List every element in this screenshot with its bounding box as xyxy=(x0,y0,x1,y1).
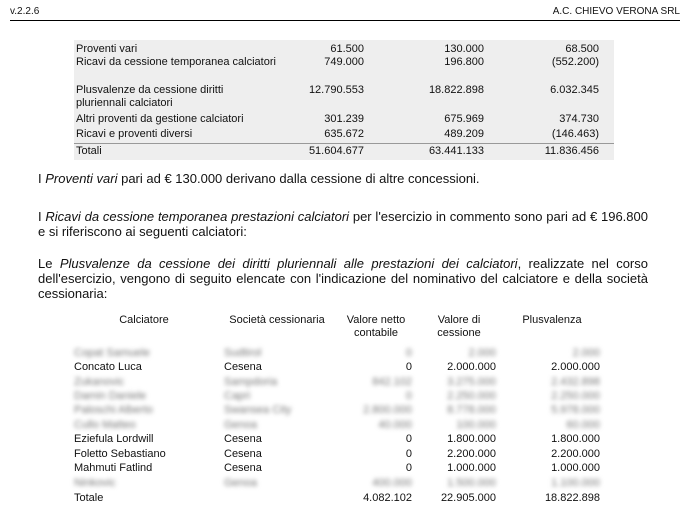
header-club: Società cessionaria xyxy=(229,314,325,326)
net-value: 0 xyxy=(405,448,412,460)
text: , realizzate nel corso dell'esercizio, vengono di seguito elencate con l'indicazione del nominativo del calciatore e della società cessionaria: xyxy=(38,256,648,301)
row-label: Altri proventi da gestione calciatori xyxy=(76,113,244,125)
sale-value: 2.250.000 xyxy=(447,390,496,402)
sale-value: 1.000.000 xyxy=(447,462,496,474)
net-value: 0 xyxy=(405,347,412,359)
row-label: Ricavi e proventi diversi xyxy=(76,128,193,140)
summary-row xyxy=(74,56,614,84)
player-name: Zukanovic xyxy=(74,376,125,388)
net-value: 0 xyxy=(405,433,412,445)
paragraph-ricavi xyxy=(38,209,648,239)
value-prev: 301.239 xyxy=(324,113,364,125)
value-diff: (146.463) xyxy=(551,128,599,140)
header-sale-value: Valore di cessione xyxy=(437,314,481,339)
value-curr: 18.822.898 xyxy=(428,84,484,96)
header-player: Calciatore xyxy=(119,314,169,326)
net-value: 400.000 xyxy=(372,477,412,489)
value-curr: 130.000 xyxy=(444,43,484,55)
player-name: Eziefula Lordwill xyxy=(74,433,154,445)
text: I xyxy=(38,171,46,186)
club-name: Cesena xyxy=(224,361,262,373)
paragraph-plusvalenze xyxy=(38,256,648,301)
table-row xyxy=(74,346,614,360)
club-name: Cesena xyxy=(224,433,262,445)
gain-value: 1.100.000 xyxy=(551,477,600,489)
table-row xyxy=(74,432,614,446)
player-name: Mahmuti Fatlind xyxy=(74,462,153,474)
gain-value: 2.000 xyxy=(572,347,600,359)
total-net-value: 4.082.102 xyxy=(363,492,412,504)
net-value: 0 xyxy=(405,390,412,402)
header-net-value: Valore netto contabile xyxy=(346,314,406,339)
gain-value: 2.000.000 xyxy=(551,361,600,373)
net-value: 0 xyxy=(405,361,412,373)
club-name: Capri xyxy=(224,390,251,402)
total-sale-value: 22.905.000 xyxy=(440,492,496,504)
net-value: 40.000 xyxy=(378,419,412,431)
page-header xyxy=(10,4,680,21)
club-name: Sudtirol xyxy=(224,347,262,359)
table-row xyxy=(74,403,614,417)
summary-row xyxy=(74,84,614,113)
table-row xyxy=(74,360,614,374)
header-gain: Plusvalenza xyxy=(522,314,582,326)
value-curr: 63.441.133 xyxy=(428,145,484,157)
sale-value: 3.275.000 xyxy=(447,376,496,388)
table-row xyxy=(74,461,614,475)
player-name: Copat Samuele xyxy=(74,347,150,359)
sale-value: 2.000.000 xyxy=(447,361,496,373)
value-diff: 6.032.345 xyxy=(550,84,599,96)
gain-value: 1.800.000 xyxy=(551,433,600,445)
value-diff: 11.836.456 xyxy=(544,145,599,157)
paragraph-proventi xyxy=(38,171,648,186)
row-label: Ricavi da cessione temporanea calciatori xyxy=(76,56,276,68)
net-value: 0 xyxy=(405,462,412,474)
value-prev: 51.604.677 xyxy=(308,145,364,157)
sale-value: 8.778.000 xyxy=(447,404,496,416)
club-name: Cesena xyxy=(224,448,262,460)
value-prev: 61.500 xyxy=(330,43,364,55)
gain-value: 5.978.000 xyxy=(551,404,600,416)
value-curr: 196.800 xyxy=(444,56,484,68)
revenue-summary-table xyxy=(74,40,614,160)
value-curr: 489.209 xyxy=(444,128,484,140)
sale-value: 100.000 xyxy=(456,419,496,431)
gain-value: 2.250.000 xyxy=(551,390,600,402)
player-name: Cullo Matteo xyxy=(74,419,136,431)
gain-value: 1.000.000 xyxy=(551,462,600,474)
net-value: 842.102 xyxy=(372,376,412,388)
table-row xyxy=(74,418,614,432)
row-label: Proventi vari xyxy=(76,43,138,55)
gain-value: 60.000 xyxy=(566,419,600,431)
version-label: v.2.2.6 xyxy=(10,6,40,17)
table-row xyxy=(74,389,614,403)
summary-row xyxy=(74,40,614,56)
company-name: A.C. CHIEVO VERONA SRL xyxy=(552,6,680,17)
player-name: Ninkovic xyxy=(74,477,116,489)
club-name: Genoa xyxy=(224,477,258,489)
gain-value: 2.200.000 xyxy=(551,448,600,460)
value-diff: 374.730 xyxy=(559,113,599,125)
total-label: Totale xyxy=(74,492,104,504)
summary-row xyxy=(74,128,614,143)
table-total-row xyxy=(74,491,614,505)
player-name: Damin Daniele xyxy=(74,390,147,402)
text: Le xyxy=(38,256,60,271)
sale-value: 2.200.000 xyxy=(447,448,496,460)
emphasis: Proventi vari xyxy=(45,171,118,186)
player-name: Foletto Sebastiano xyxy=(74,448,166,460)
row-label: Totali xyxy=(76,145,102,157)
net-value: 2.800.000 xyxy=(363,404,412,416)
club-name: Genoa xyxy=(224,419,258,431)
emphasis: Ricavi da cessione temporanea prestazioni calciatori xyxy=(45,209,350,224)
value-diff: (552.200) xyxy=(551,56,599,68)
value-prev: 749.000 xyxy=(324,56,364,68)
table-row xyxy=(74,476,614,490)
text: I xyxy=(38,209,46,224)
table-row xyxy=(74,375,614,389)
summary-row xyxy=(74,113,614,128)
player-name: Concato Luca xyxy=(74,361,142,373)
club-name: Cesena xyxy=(224,462,262,474)
total-gain-value: 18.822.898 xyxy=(544,492,600,504)
value-prev: 635.672 xyxy=(324,128,364,140)
table-row xyxy=(74,447,614,461)
text: pari ad € 130.000 derivano dalla cessione di altre concessioni. xyxy=(117,171,480,186)
sale-value: 1.500.000 xyxy=(447,477,496,489)
sale-value: 1.800.000 xyxy=(447,433,496,445)
row-label: Plusvalenze da cessione diritti pluriennali calciatori xyxy=(76,84,224,109)
player-name: Paloschi Alberto xyxy=(74,404,153,416)
emphasis: Plusvalenze da cessione dei diritti pluriennali alle prestazioni dei calciatori xyxy=(59,256,518,271)
club-name: Swansea City xyxy=(224,404,292,416)
value-prev: 12.790.553 xyxy=(308,84,364,96)
value-diff: 68.500 xyxy=(565,43,599,55)
club-name: Sampdoria xyxy=(224,376,278,388)
text: per l'esercizio in commento sono pari ad € 196.800 e si riferiscono ai seguenti calciatori: xyxy=(38,209,648,239)
value-curr: 675.969 xyxy=(444,113,484,125)
summary-total-row xyxy=(74,143,614,160)
sale-value: 2.000 xyxy=(468,347,496,359)
gain-value: 2.432.898 xyxy=(551,376,600,388)
